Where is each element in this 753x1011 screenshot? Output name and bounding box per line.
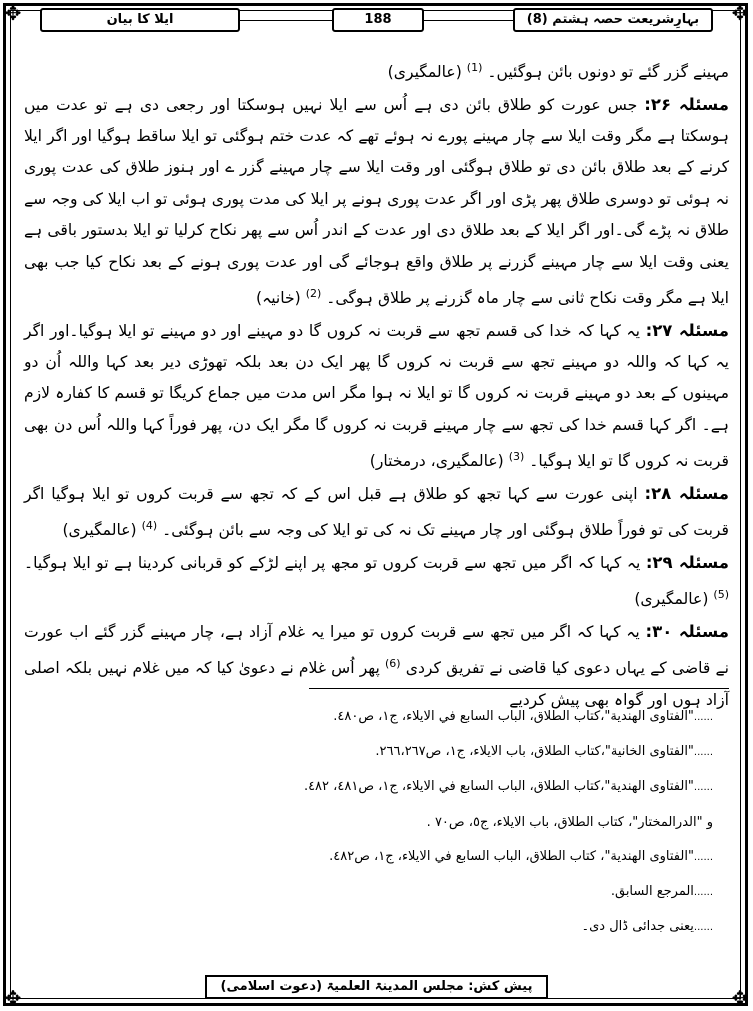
corner-ornament-icon: ✥ — [4, 986, 22, 1010]
paragraph-text: پھر اُس غلام نے دعویٰ کیا کہ میں غلام نہیں بلکہ اصلی آزاد ہوں اور گواہ بھی پیش کردیے — [24, 659, 729, 709]
footnote-marker: ...... — [693, 887, 713, 899]
masala-label: مسئلہ ۲۷: — [645, 320, 729, 340]
footnote-ref: (3) — [508, 450, 525, 464]
footnote — [113, 770, 713, 805]
footnotes — [113, 700, 713, 945]
chapter-title: ایلا کا بیان — [40, 8, 240, 32]
footnote-marker: ...... — [693, 922, 713, 934]
masala-label: مسئلہ ۳۰: — [645, 621, 729, 641]
source-citation: (عالمگیری) — [62, 521, 137, 540]
paragraph-text: مہینے گزر گئے تو دونوں بائن ہوگئیں۔ — [487, 63, 729, 82]
paragraph — [24, 547, 729, 616]
paragraph — [24, 315, 729, 478]
footnote-text: یعنی جدائی ڈال دی۔ — [581, 919, 694, 935]
paragraph-text: یہ کہا کہ خدا کی قسم تجھ سے قربت نہ کروں گا دو مہینے اور دو مہینے تو ایلا ہوگیا۔اور اگر یہ کہا کہ واللہ دو مہینے تجھ سے قربت نہ کروں گا پھر ایک دن بعد بلکہ تھوڑی دیر بعد کہا واللہ اُن دو مہینوں کے بعد دو مہینے قربت نہ کروں گا تو ایلا نہ ہوا مگر اس مدت میں جماع کریگا تو قسم کا کفارہ لازم ہے۔ اگر کہا قسم خدا کی تجھ سے چار مہینے قربت نہ کروں گا مگر ایک دن، پھر فوراً کہا واللہ اُس دن بھی قربت نہ کروں گا تو ایلا ہوگیا۔ — [24, 321, 729, 471]
page-number: 188 — [332, 8, 424, 32]
source-citation: (عالمگیری، درمختار) — [369, 452, 504, 471]
footnote — [113, 700, 713, 735]
footnote-text: "الفتاوی الخانية"،كتاب الطلاق، باب الايلاء، ج١، ص٢٦٦،٢٦٧. — [375, 744, 694, 760]
masala-label: مسئلہ ۲۹: — [645, 552, 730, 572]
paragraph-text: یہ کہا کہ اگر میں تجھ سے قربت کروں تو میرا یہ غلام آزاد ہے، چار مہینے گزر گئے اب عورت نے قاضی کے یہاں دعوی کیا قاضی نے تفریق کردی — [24, 622, 729, 678]
footnote-marker: ...... — [693, 782, 713, 794]
footnote-ref: (1) — [466, 61, 483, 74]
paragraph — [24, 89, 729, 315]
paragraph — [24, 52, 729, 89]
publisher-credit: پیش کش: مجلس المدینۃ العلمیۃ (دعوت اسلامی) — [205, 975, 549, 999]
footnote-text: المرجع السابق. — [610, 884, 694, 900]
footnote-ref: (4) — [141, 519, 158, 533]
page-header — [40, 8, 713, 36]
footnote-marker: ...... — [693, 712, 713, 723]
footnote-ref: (5) — [713, 588, 729, 602]
paragraph — [24, 478, 729, 547]
source-citation: (عالمگیری) — [634, 590, 709, 609]
paragraph-text: اپنی عورت سے کہا تجھ کو طلاق ہے قبل اس کے کہ تجھ سے قربت کروں تو ایلا ہوگیا اگر قربت کی تو فوراً طلاق ہوگئی اور چار مہینے تک نہ کی تو ایلا کی وجہ سے بائن ہوگئی۔ — [24, 484, 729, 540]
footnote-text: "الفتاوی الهندية"، كتاب الطلاق، الباب السابع في الايلاء، ج١، ص٤٨٢. — [329, 848, 694, 864]
paragraph-text: یہ کہا کہ اگر میں تجھ سے قربت کروں تو مجھ پر اپنے لڑکے کو قربانی کردینا ہے تو ایلا ہوگیا۔ — [24, 553, 641, 572]
footnote-text: "الفتاوی الهندية"،كتاب الطلاق، الباب السابع في الايلاء، ج١، ص٤٨١، ٤٨٢. — [303, 779, 694, 795]
main-text — [24, 52, 729, 716]
footnote — [113, 910, 713, 945]
footnote-separator — [309, 688, 729, 689]
footnote — [113, 806, 713, 840]
page-footer — [0, 975, 753, 999]
footnote-text: "الفتاوی الهندية"،كتاب الطلاق، الباب السابع في الايلاء، ج١، ص٤٨٠. — [333, 709, 694, 724]
source-citation: (عالمگیری) — [387, 63, 462, 82]
masala-label: مسئلہ ۲۶: — [644, 94, 729, 114]
corner-ornament-icon: ✥ — [731, 1, 749, 25]
corner-ornament-icon: ✥ — [731, 986, 749, 1010]
footnote-marker: ...... — [693, 747, 713, 759]
footnote — [113, 875, 713, 910]
footnote — [113, 735, 713, 770]
source-citation: (خانیہ) — [256, 289, 301, 308]
footnote — [113, 840, 713, 875]
footnote-text: و "الدرالمختار"، كتاب الطلاق، باب الايلاء، ج٥، ص٧٠ . — [426, 814, 713, 830]
masala-label: مسئلہ ۲۸: — [644, 483, 729, 503]
footnote-ref: (6) — [384, 657, 401, 671]
paragraph-text: جس عورت کو طلاق بائن دی ہے اُس سے ایلا نہیں ہوسکتا اور رجعی دی ہے تو عدت میں ہوسکتا ہے مگر وقت ایلا سے چار مہینے پورے نہ ہوئے تھے کہ عدت ختم ہوگئی تو ایلا ساقط ہوگیا اور اگر ایلا کرنے کے بعد طلاق بائن دی تو طلاق ہوگئی اور وقت ایلا سے چار مہینے گزر ے اور ہنوز طلاق کی عدت پوری نہ ہوئی تو دوسری طلاق پھر پڑی اور اگر عدت پوری ہونے پر ایلا کی مدت پوری ہوئی تو اب ایلا کی وجہ سے طلاق نہ پڑے گی۔اور اگر ایلا کے بعد طلاق دی اور عدت کے اندر اُس سے پھر نکاح کرلیا تو ایلا بدستور باقی ہے یعنی وقت ایلا سے چار مہینے گزرنے پر طلاق واقع ہوجائے گی اور عدت پوری ہونے کے بعد نکاح کیا جب بھی ایلا ہے مگر وقت نکاح ثانی سے چار ماہ گزرنے پر طلاق ہوگی۔ — [24, 95, 729, 308]
footnote-ref: (2) — [305, 287, 322, 301]
book-title: بہارِشریعت حصہ ہشتم (8) — [513, 8, 713, 32]
corner-ornament-icon: ✥ — [4, 1, 22, 25]
footnote-marker: ...... — [693, 851, 713, 863]
